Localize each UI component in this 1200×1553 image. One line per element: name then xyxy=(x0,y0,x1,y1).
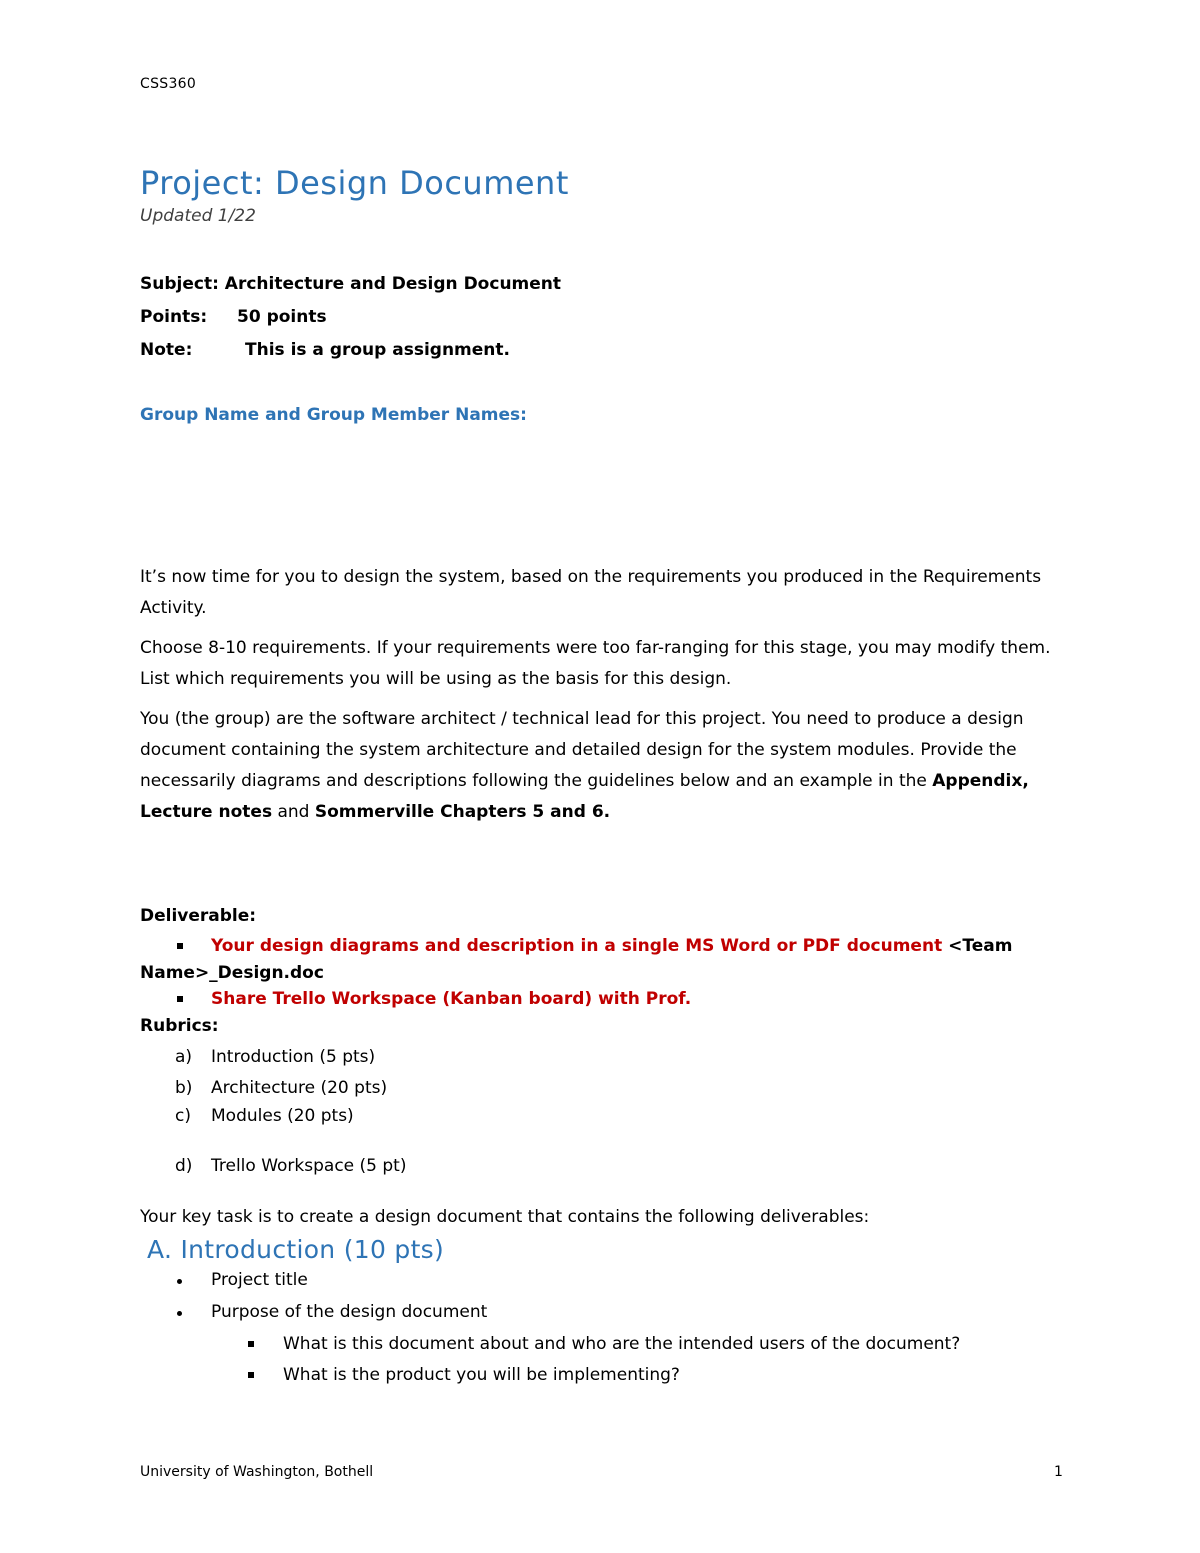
paragraph-architect-text: You (the group) are the software architect / technical lead for this project. You need to produce a design document containing the system architecture and detailed design for the system modules. Provide the necessarily diagrams and descriptions following the guidelines below and an example in the xyxy=(140,709,1024,791)
rubric-letter: c) xyxy=(175,1106,191,1126)
rubric-item-architecture: Architecture (20 pts) xyxy=(211,1078,388,1098)
round-bullet-icon xyxy=(177,1279,182,1284)
rubric-letter: a) xyxy=(175,1047,193,1067)
key-task-text: Your key task is to create a design document that contains the following deliverables: xyxy=(140,1207,870,1227)
points-line xyxy=(140,307,327,327)
rubrics-label: Rubrics: xyxy=(140,1016,219,1036)
document-title: Project: Design Document xyxy=(140,164,569,202)
header-course: CSS360 xyxy=(140,76,197,92)
paragraph-choose-requirements: Choose 8-10 requirements. If your requirements were too far-ranging for this stage, you may modify them. List which requirements you will be using as the basis for this design. xyxy=(140,638,1051,689)
rubric-item-modules: Modules (20 pts) xyxy=(211,1106,354,1126)
square-bullet-icon xyxy=(248,1341,254,1347)
points-value: 50 points xyxy=(237,307,327,327)
bullet-project-title: Project title xyxy=(211,1270,308,1290)
sommerville-reference: Sommerville Chapters 5 and 6. xyxy=(314,802,611,822)
deliverable-item-1-filename-a: <Team xyxy=(948,936,1013,956)
note-line xyxy=(140,340,510,360)
sub-bullet-product: What is the product you will be implementing? xyxy=(283,1365,680,1385)
rubric-letter: d) xyxy=(175,1156,193,1176)
rubric-letter: b) xyxy=(175,1078,193,1098)
deliverable-item-1-red: Your design diagrams and description in a single MS Word or PDF document xyxy=(211,936,949,956)
deliverable-item-2: Share Trello Workspace (Kanban board) with Prof. xyxy=(211,989,692,1009)
footer-page-number: 1 xyxy=(1054,1464,1063,1480)
deliverable-item-1-filename-b: Name>_Design.doc xyxy=(140,963,324,983)
deliverable-label: Deliverable: xyxy=(140,906,257,926)
group-heading: Group Name and Group Member Names: xyxy=(140,405,527,425)
rubric-item-trello: Trello Workspace (5 pt) xyxy=(211,1156,407,1176)
paragraph-architect-and: and xyxy=(272,802,315,822)
deliverable-item-1 xyxy=(211,936,1012,956)
square-bullet-icon xyxy=(177,996,183,1002)
square-bullet-icon xyxy=(248,1372,254,1378)
bullet-purpose: Purpose of the design document xyxy=(211,1302,488,1322)
document-updated-date: Updated 1/22 xyxy=(140,206,256,226)
note-label: Note: xyxy=(140,340,193,360)
section-a-heading: A. Introduction (10 pts) xyxy=(147,1235,445,1264)
paragraph-architect-role xyxy=(140,704,1070,828)
paragraph-intro: It’s now time for you to design the system, based on the requirements you produced in the Requirements Activity. xyxy=(140,567,1042,618)
appendix-reference: Appendix, Lecture notes xyxy=(140,771,1029,822)
round-bullet-icon xyxy=(177,1311,182,1316)
sub-bullet-document-about: What is this document about and who are the intended users of the document? xyxy=(283,1334,961,1354)
subject-line: Subject: Architecture and Design Document xyxy=(140,274,562,294)
footer-institution: University of Washington, Bothell xyxy=(140,1464,374,1480)
rubric-item-introduction: Introduction (5 pts) xyxy=(211,1047,376,1067)
note-value: This is a group assignment. xyxy=(245,340,510,360)
points-label: Points: xyxy=(140,307,208,327)
square-bullet-icon xyxy=(177,943,183,949)
